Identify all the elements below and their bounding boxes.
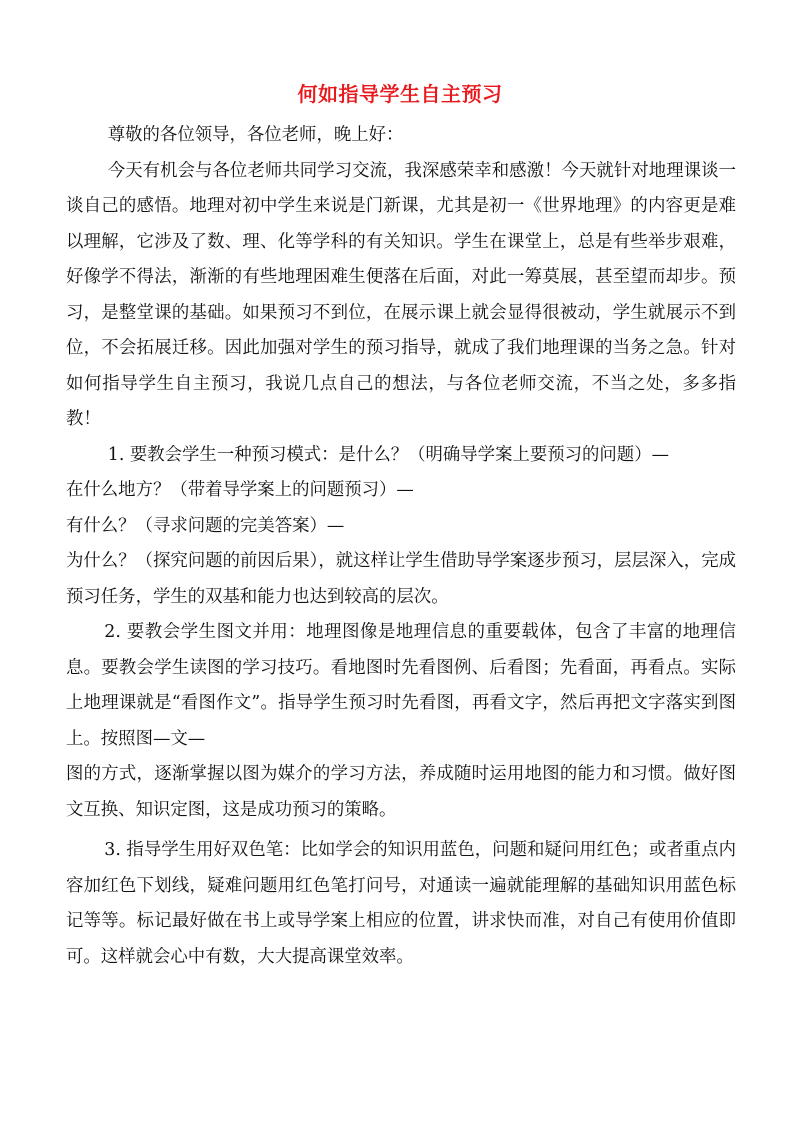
point1-line1: 1. 要教会学生一种预习模式：是什么？（明确导学案上要预习的问题）—	[107, 444, 669, 465]
point1-line3: 有什么？（寻求问题的完美答案）—	[66, 515, 345, 536]
point2-paragraph: 2. 要教会学生图文并用：地理图像是地理信息的重要载体，包含了丰富的地理信息。要教会学生读图的学习技巧。看地图时先看图例、后看图；先看面，再看点。实际上地理课就是“看图作文”。指导学生预习时先看图，再看文字，然后再把文字落实到图上。按照图—文—	[66, 622, 736, 749]
point1-line4: 为什么？（探究问题的前因后果），就这样让学生借助导学案逐步预习，层层深入，完成预习任务，学生的双基和能力也达到较高的层次。	[66, 551, 736, 607]
point2-continuation: 图的方式，逐渐掌握以图为媒介的学习方法，养成随时运用地图的能力和习惯。做好图文互换、知识定图，这是成功预习的策略。	[66, 764, 736, 820]
greeting-paragraph: 尊敬的各位领导，各位老师，晚上好：	[107, 125, 404, 145]
document-body	[66, 118, 736, 975]
document-title: 何如指导学生自主预习	[297, 82, 503, 106]
point1-line2: 在什么地方？（带着导学案上的问题预习）—	[66, 480, 414, 500]
point3-paragraph: 3. 指导学生用好双色笔：比如学会的知识用蓝色，问题和疑问用红色；或者重点内容加红色下划线，疑难问题用红色笔打问号，对通读一遍就能理解的基础知识用蓝色标记等等。标记最好做在书上或导学案上相应的位置，讲求快而准，对自己有使用价值即可。这样就会心中有数，大大提高课堂效率。	[66, 840, 736, 967]
intro-paragraph: 今天有机会与各位老师共同学习交流，我深感荣幸和感激！今天就针对地理课谈一谈自己的感悟。地理对初中学生来说是门新课，尤其是初一《世界地理》的内容更是难以理解，它涉及了数、理、化等学科的有关知识。学生在课堂上，总是有些举步艰难，好像学不得法，渐渐的有些地理困难生便落在后面，对此一筹莫展，甚至望而却步。预习，是整堂课的基础。如果预习不到位，在展示课上就会显得很被动，学生就展示不到位，不会拓展迁移。因此加强对学生的预习指导，就成了我们地理课的当务之急。针对如何指导学生自主预习，我说几点自己的想法，与各位老师交流，不当之处，多多指教！	[66, 160, 736, 429]
